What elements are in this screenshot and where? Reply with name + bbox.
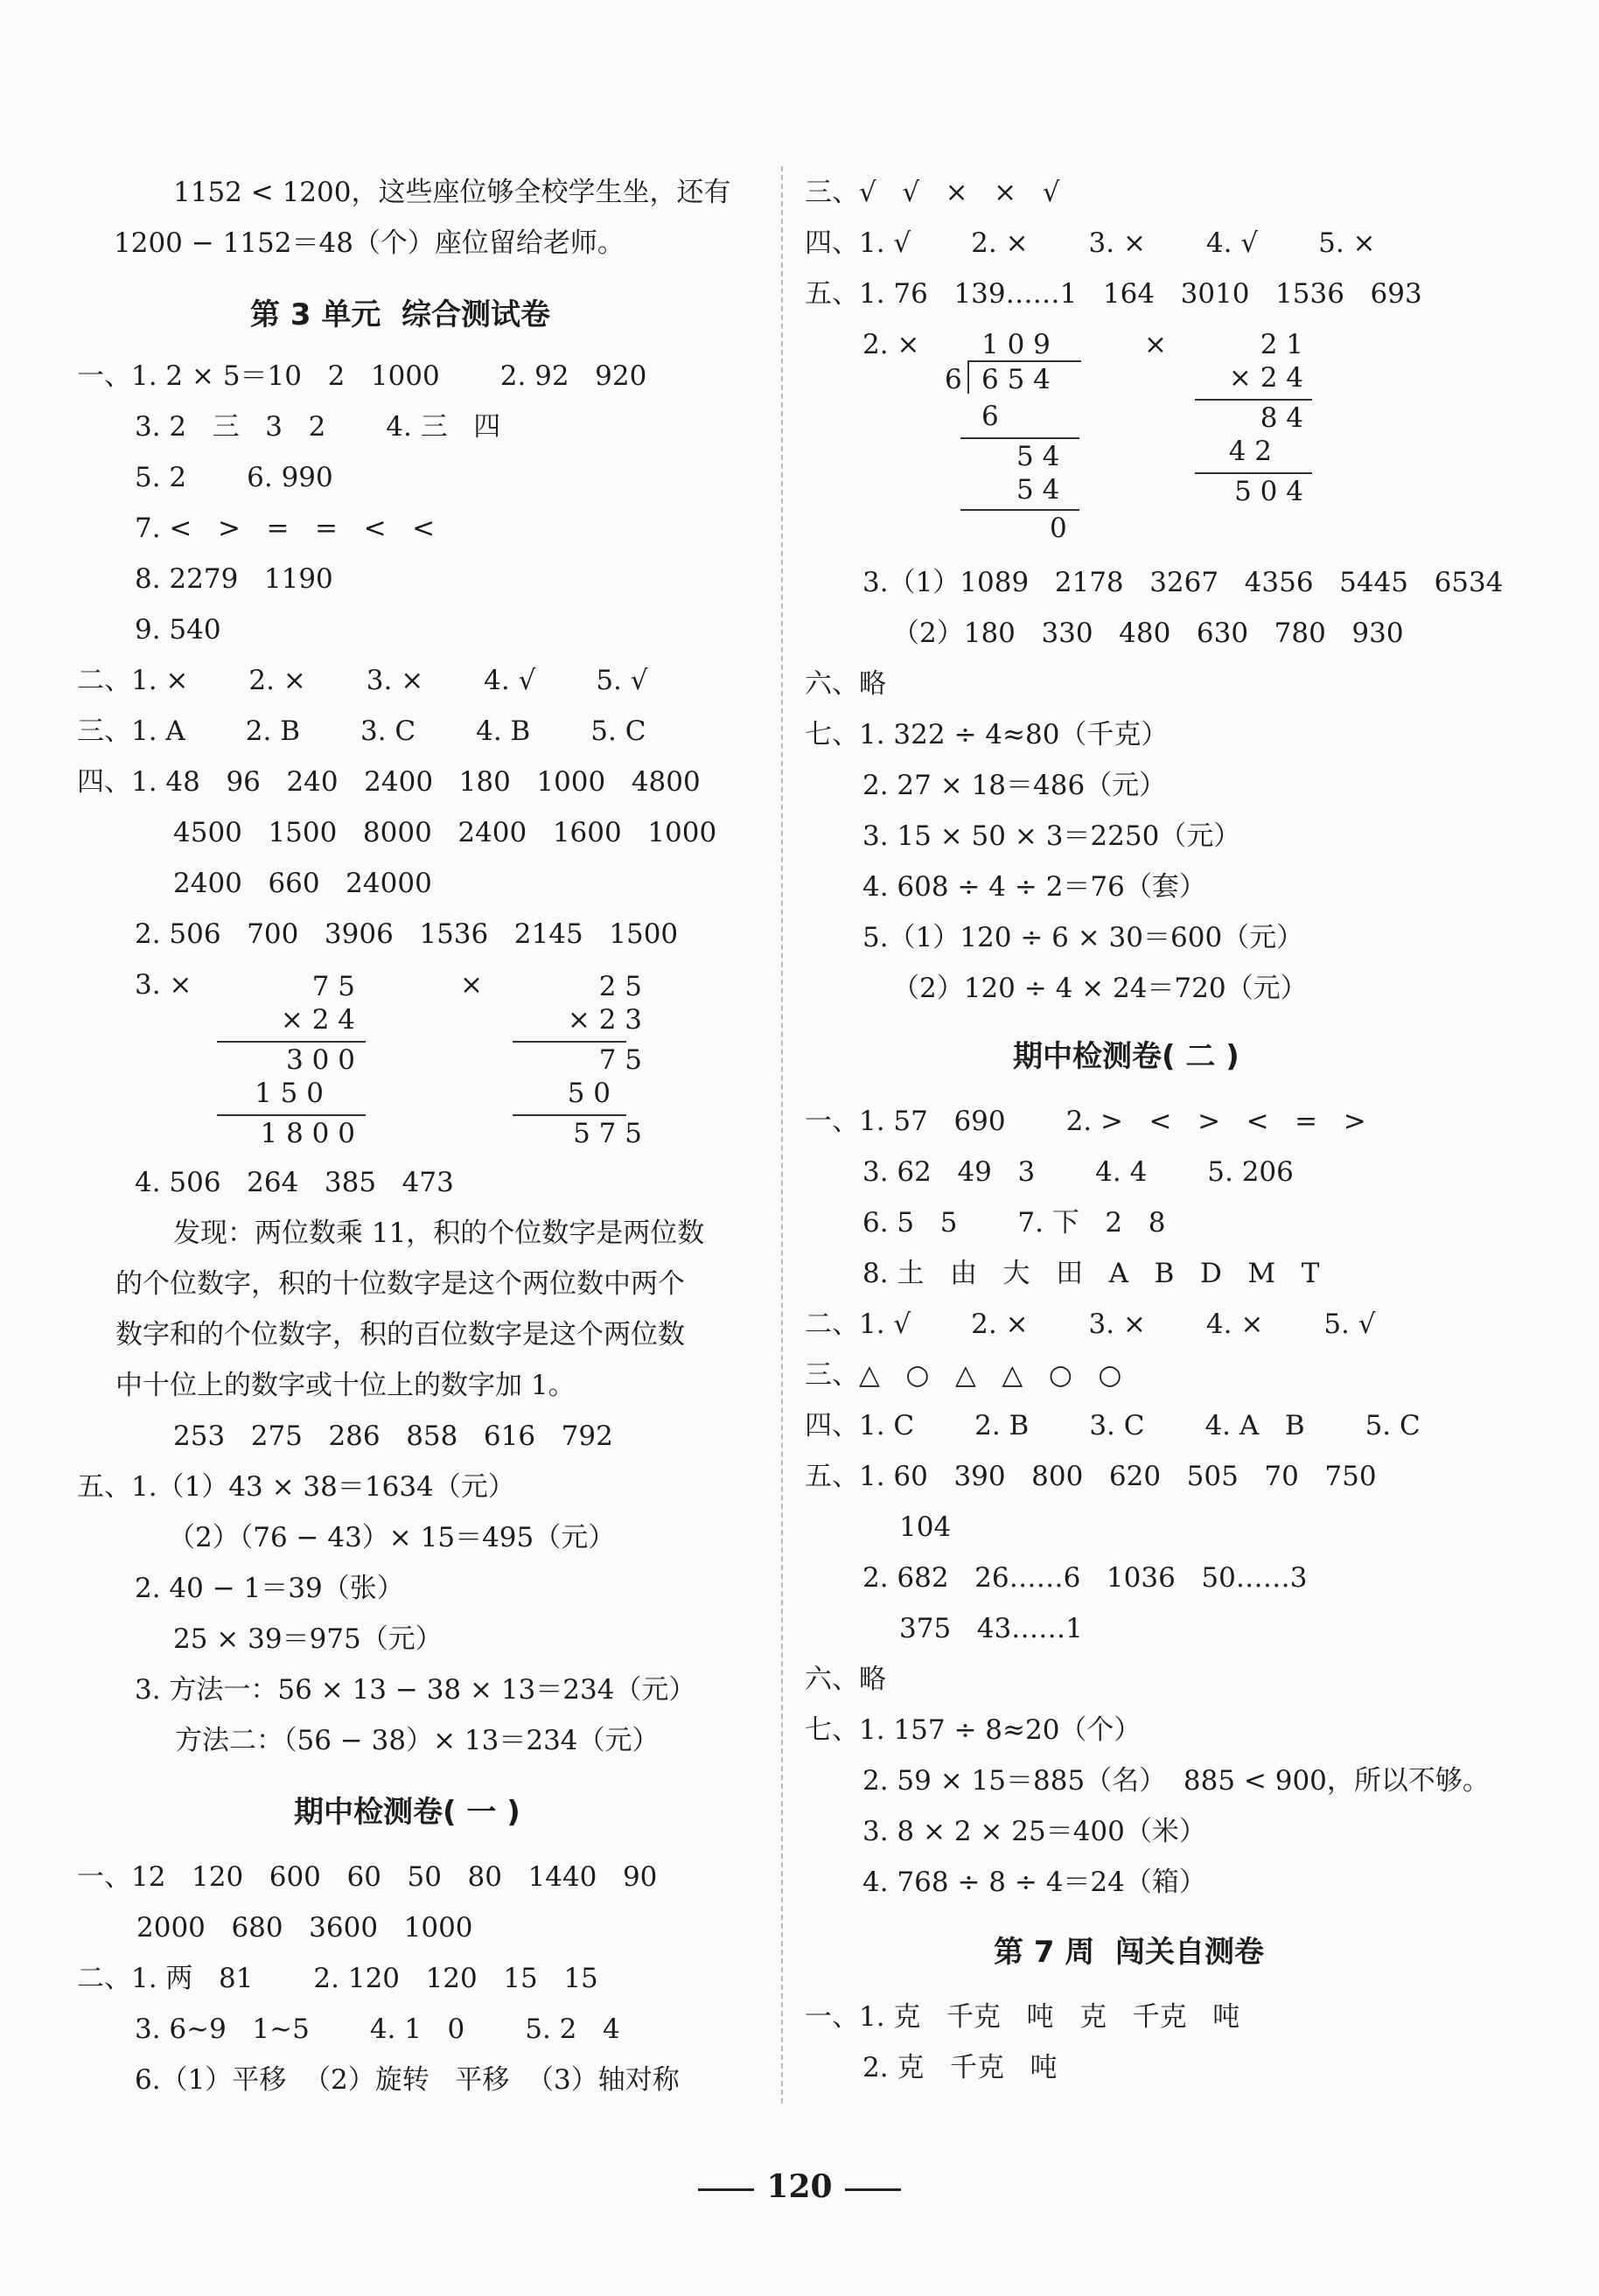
mid2-line-5: 二、1. √ 2. × 3. × 4. × 5. √ [805,1309,1376,1340]
right-line-10: 3. 15 × 50 × 3＝2250（元） [862,820,1241,852]
discover-line-4: 中十位上的数字或十位上的数字加 1。 [115,1370,576,1401]
mid2-line-13: 七、1. 157 ÷ 8≈20（个） [805,1714,1142,1746]
unit3-line-18: 2. 40 − 1＝39（张） [135,1573,404,1604]
vertical-multiplication-21x24 [1181,324,1338,516]
right-line-4b: × [1144,329,1167,360]
unit3-line-1: 一、1. 2 × 5＝10 2 1000 2. 92 920 [77,360,647,392]
unit3-line-2: 3. 2 三 3 2 4. 三 四 [135,411,501,443]
calc-row: 6 5 4 [981,364,1051,395]
mid2-line-12: 六、略 [805,1664,886,1695]
calc-row: 2 1 [1260,329,1303,360]
calc-rule [1195,399,1312,401]
calc-rule [960,509,1079,511]
calc-row: 0 [1050,513,1067,544]
right-line-8: 七、1. 322 ÷ 4≈80（千克） [805,719,1169,750]
right-line-5: 3.（1）1089 2178 3267 4356 5445 6534 [862,567,1504,598]
mid2-line-1: 一、1. 57 690 2. > < > < = > [805,1106,1366,1137]
long-division-654-by-6 [941,324,1099,542]
vertical-multiplication-25x23 [504,967,661,1149]
mid2-line-14: 2. 59 × 15＝885（名） 885 < 900，所以不够。 [862,1765,1490,1797]
right-line-4a: 2. × [862,329,920,360]
right-line-9: 2. 27 × 18＝486（元） [862,770,1167,801]
mid2-line-10: 2. 682 26……6 1036 50……3 [862,1562,1308,1594]
unit3-title: 第 3 单元 综合测试卷 [250,297,551,332]
unit3-line-14: 4. 506 264 385 473 [135,1167,454,1198]
calc-rule [1195,472,1312,474]
unit3-line-6: 9. 540 [135,614,221,646]
discover-line-2: 的个位数字，积的十位数字是这个两位数中两个 [115,1268,685,1300]
calc-rule [513,1041,626,1043]
right-line-13: （2）120 ÷ 4 × 24＝720（元） [892,973,1308,1004]
mid1-line-2: 2000 680 3600 1000 [136,1912,473,1944]
mid1-line-1: 一、12 120 600 60 50 80 1440 90 [77,1861,658,1893]
mid1-line-3: 二、1. 两 81 2. 120 120 15 15 [77,1963,598,1994]
right-line-6: （2）180 330 480 630 780 930 [892,618,1404,649]
unit3-line-5: 8. 2279 1190 [135,563,333,595]
discover-line-3: 数字和的个位数字，积的百位数字是这个两位数 [115,1319,685,1350]
page-number: 120 [766,2168,833,2205]
calc-row: 6 [945,364,962,395]
intro-line-1: 1152 < 1200，这些座位够全校学生坐，还有 [173,177,731,208]
unit3-line-12: 2. 506 700 3906 1536 2145 1500 [135,918,679,950]
unit3-line-16: 五、1.（1）43 × 38＝1634（元） [77,1471,515,1503]
unit3-line-3: 5. 2 6. 990 [135,462,333,493]
unit3-line-4: 7. < > = = < < [135,513,436,544]
calc-row: × 2 4 [280,1004,355,1036]
footer-dash-left [698,2188,754,2191]
calc-row: 7 5 [311,971,355,1002]
mid2-line-4: 8. 土 由 大 田 A B D M T [862,1258,1320,1289]
week7-title: 第 7 周 闯关自测卷 [994,1935,1265,1970]
calc-row: 5 7 5 [573,1118,642,1149]
unit3-line-11: 2400 660 24000 [173,868,432,899]
week7-line-2: 2. 克 千克 吨 [862,2052,1058,2083]
right-line-1: 三、√ √ × × √ [805,177,1060,208]
calc-row: 5 4 [1016,474,1060,506]
calc-row: 5 0 4 [1234,476,1303,507]
calc-row: × 2 3 [567,1004,642,1036]
mid2-line-15: 3. 8 × 2 × 25＝400（米） [862,1816,1206,1847]
right-line-12: 5.（1）120 ÷ 6 × 30＝600（元） [862,922,1304,953]
unit3-line-15: 253 275 286 858 616 792 [173,1420,613,1452]
calc-row: 1 5 0 [255,1078,324,1109]
page-number-footer [0,2166,1599,2208]
mid1-line-5: 6.（1）平移 （2）旋转 平移 （3）轴对称 [135,2064,680,2096]
footer-dash-right [845,2188,901,2191]
calc-row: 2 5 [598,971,642,1002]
right-line-3: 五、1. 76 139……1 164 3010 1536 693 [805,278,1422,310]
mid1-title: 期中检测卷( 一 ) [294,1795,520,1830]
calc-row: 7 5 [598,1044,642,1076]
unit3-line-7: 二、1. × 2. × 3. × 4. √ 5. √ [77,665,648,696]
mid2-line-6: 三、△ ○ △ △ ○ ○ [805,1359,1122,1391]
calc-row: 3 0 0 [286,1044,355,1076]
unit3-line-19: 25 × 39＝975（元） [173,1623,443,1655]
unit3-line-13a: 3. × [135,969,192,1001]
calc-row: 5 4 [1016,441,1060,472]
mid2-line-16: 4. 768 ÷ 8 ÷ 4＝24（箱） [862,1867,1206,1898]
right-line-7: 六、略 [805,668,886,700]
unit3-line-17: （2）（76 − 43）× 15＝495（元） [168,1522,616,1553]
right-line-2: 四、1. √ 2. × 3. × 4. √ 5. × [805,227,1376,259]
mid1-line-4: 3. 6~9 1~5 4. 1 0 5. 2 4 [135,2013,620,2045]
vertical-multiplication-75x24 [217,967,374,1149]
discover-line-1: 发现：两位数乘 11，积的个位数字是两位数 [173,1218,705,1249]
unit3-line-20: 3. 方法一：56 × 13 − 38 × 13＝234（元） [135,1674,696,1706]
mid2-line-2: 3. 62 49 3 4. 4 5. 206 [862,1156,1294,1188]
unit3-line-8: 三、1. A 2. B 3. C 4. B 5. C [77,715,646,747]
week7-line-1: 一、1. 克 千克 吨 克 千克 吨 [805,2001,1240,2033]
calc-row: 8 4 [1260,402,1303,434]
mid2-line-8: 五、1. 60 390 800 620 505 70 750 [805,1461,1377,1492]
unit3-line-13b: × [460,969,483,1001]
calc-row: 1 0 9 [981,329,1051,360]
calc-rule [513,1114,626,1116]
right-line-11: 4. 608 ÷ 4 ÷ 2＝76（套） [862,871,1206,903]
unit3-line-21: 方法二：（56 − 38）× 13＝234（元） [175,1725,660,1756]
calc-rule [217,1041,366,1043]
intro-line-2: 1200 − 1152＝48（个）座位留给老师。 [114,227,625,259]
unit3-line-10: 4500 1500 8000 2400 1600 1000 [173,817,717,848]
column-divider [781,166,783,2104]
calc-row: 6 [981,401,999,432]
calc-row: 4 2 [1228,436,1272,467]
calc-row: 5 0 [567,1078,611,1109]
mid2-title: 期中检测卷( 二 ) [1013,1039,1239,1074]
calc-rule [960,437,1079,439]
mid2-line-9: 104 [899,1511,952,1543]
mid2-line-3: 6. 5 5 7. 下 2 8 [862,1207,1166,1239]
calc-rule [217,1114,366,1116]
calc-row: × 2 4 [1228,362,1303,394]
mid2-line-11: 375 43……1 [899,1613,1083,1644]
calc-row: 1 8 0 0 [260,1118,355,1149]
unit3-line-9: 四、1. 48 96 240 2400 180 1000 4800 [77,766,701,798]
mid2-line-7: 四、1. C 2. B 3. C 4. A B 5. C [805,1410,1421,1441]
